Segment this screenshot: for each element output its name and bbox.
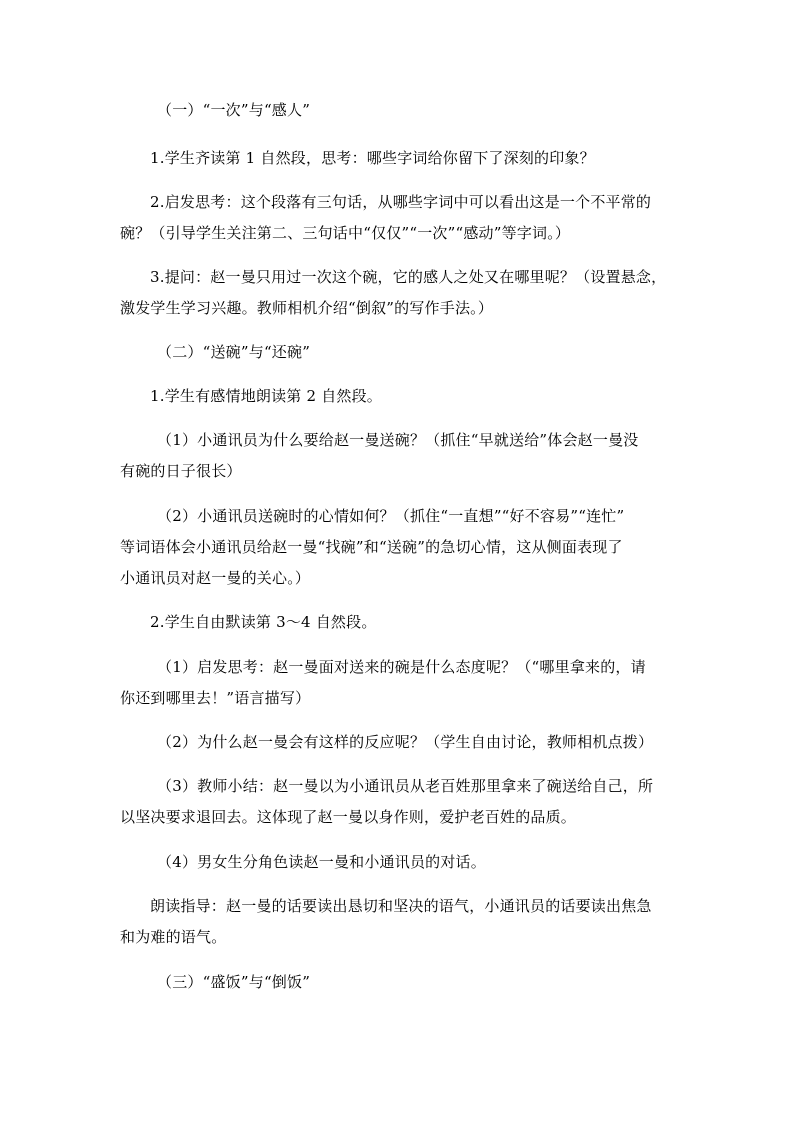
- paragraph-line: 3.提问：赵一曼只用过一次这个碗，它的感人之处又在哪里呢？（设置悬念，: [150, 268, 667, 286]
- paragraph-line: 2.启发思考：这个段落有三句话，从哪些字词中可以看出这是一个不平常的: [150, 193, 652, 211]
- section-heading-3: （三）“盛饭”与“倒饭”: [157, 973, 311, 991]
- paragraph-line: 2.学生自由默读第 3～4 自然段。: [150, 613, 377, 631]
- section-heading-1: （一）“一次”与“感人”: [157, 101, 311, 119]
- paragraph-line: （2）为什么赵一曼会有这样的反应呢？（学生自由讨论，教师相机点拨）: [157, 733, 654, 751]
- paragraph-line: （3）教师小结：赵一曼以为小通讯员从老百姓那里拿来了碗送给自己，所: [157, 777, 654, 795]
- section-heading-2: （二）“送碗”与“还碗”: [157, 343, 311, 361]
- paragraph-line: 1.学生齐读第 1 自然段，思考：哪些字词给你留下了深刻的印象？: [150, 149, 595, 167]
- paragraph-line: （1）启发思考：赵一曼面对送来的碗是什么态度呢？（“哪里拿来的，请: [157, 658, 646, 676]
- paragraph-line: 和为难的语气。: [120, 928, 227, 946]
- paragraph-line: 激发学生学习兴趣。教师相机介绍“倒叙”的写作手法。）: [120, 299, 494, 317]
- paragraph-line: （4）男女生分角色读赵一曼和小通讯员的对话。: [157, 853, 486, 871]
- paragraph-line: 以坚决要求退回去。这体现了赵一曼以身作则，爱护老百姓的品质。: [120, 808, 577, 826]
- paragraph-line: 1.学生有感情地朗读第 2 自然段。: [150, 387, 382, 405]
- paragraph-line: 朗读指导：赵一曼的话要读出恳切和坚决的语气，小通讯员的话要读出焦急: [150, 897, 652, 915]
- paragraph-line: （2）小通讯员送碗时的心情如何？（抓住“一直想”“好不容易”“连忙”: [157, 507, 625, 525]
- paragraph-line: 小通讯员对赵一曼的关心。）: [120, 569, 311, 587]
- paragraph-line: （1）小通讯员为什么要给赵一曼送碗？（抓住“早就送给”体会赵一曼没: [157, 431, 639, 449]
- paragraph-line: 有碗的日子很长）: [120, 462, 242, 480]
- paragraph-line: 等词语体会小通讯员给赵一曼“找碗”和“送碗”的急切心情，这从侧面表现了: [120, 538, 623, 556]
- paragraph-line: 碗？（引导学生关注第二、三句话中“仅仅”“一次”“感动”等字词。）: [120, 224, 571, 242]
- paragraph-line: 你还到哪里去！”语言描写）: [120, 689, 311, 707]
